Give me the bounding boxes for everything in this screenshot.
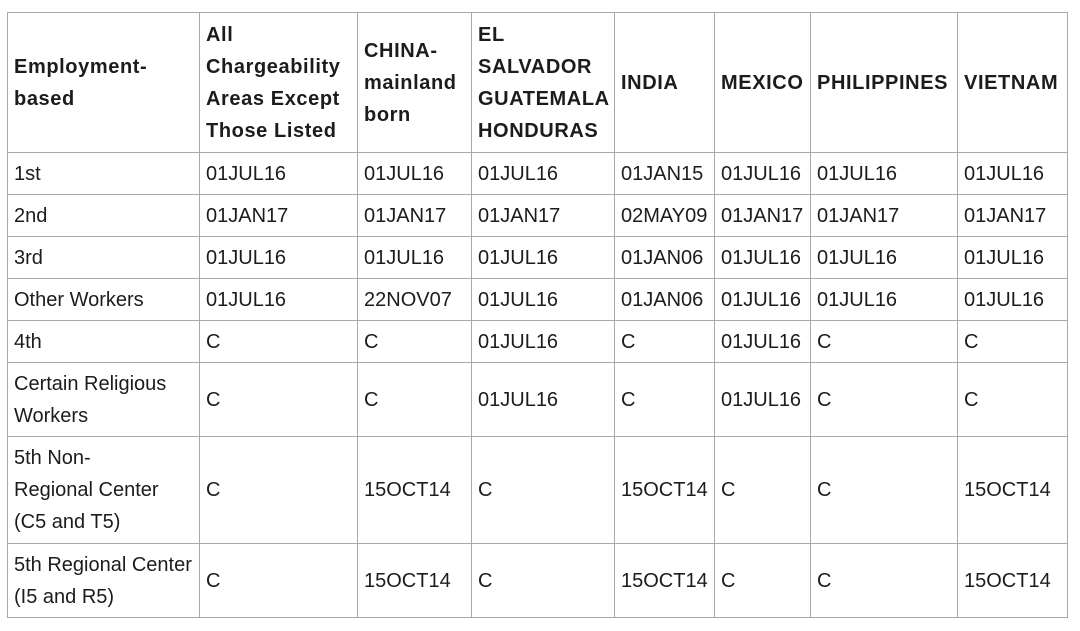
table-cell: 01JUL16: [715, 321, 811, 363]
table-cell: 01JUL16: [200, 153, 358, 195]
header-label: MEXICO: [721, 71, 804, 94]
table-row: [8, 437, 1068, 544]
table-cell: 01JAN17: [715, 195, 811, 237]
table-cell: 15OCT14: [958, 544, 1068, 618]
table-cell: 01JUL16: [472, 279, 615, 321]
row-category: 1st: [8, 153, 200, 195]
table-cell: 02MAY09: [615, 195, 715, 237]
header-mexico: [715, 13, 811, 153]
table-cell: C: [811, 544, 958, 618]
table-cell: C: [358, 363, 472, 437]
row-category: 3rd: [8, 237, 200, 279]
table-cell: 22NOV07: [358, 279, 472, 321]
table-cell: 01JUL16: [811, 153, 958, 195]
table-cell: C: [472, 544, 615, 618]
visa-bulletin-table: [7, 12, 1068, 618]
table-cell: 15OCT14: [958, 437, 1068, 544]
header-row: [8, 13, 1068, 153]
table-row: [8, 279, 1068, 321]
table-cell: 01JUL16: [200, 279, 358, 321]
header-employment-based: [8, 13, 200, 153]
table-cell: C: [958, 321, 1068, 363]
table-row: [8, 195, 1068, 237]
table-cell: C: [472, 437, 615, 544]
table-cell: C: [811, 437, 958, 544]
table-row: [8, 321, 1068, 363]
table-cell: C: [715, 437, 811, 544]
row-category: 2nd: [8, 195, 200, 237]
header-china: [358, 13, 472, 153]
table-cell: 15OCT14: [615, 544, 715, 618]
table-cell: 01JAN17: [811, 195, 958, 237]
table-cell: C: [358, 321, 472, 363]
table-cell: 01JUL16: [958, 237, 1068, 279]
table-cell: 01JUL16: [472, 153, 615, 195]
table-cell: 15OCT14: [615, 437, 715, 544]
row-category: Certain Religious Workers: [8, 363, 200, 437]
table-cell: 01JAN06: [615, 279, 715, 321]
table-cell: C: [715, 544, 811, 618]
header-el-salvador: [472, 13, 615, 153]
table-cell: 01JUL16: [958, 279, 1068, 321]
table-row: [8, 544, 1068, 618]
table-row: [8, 363, 1068, 437]
table-cell: 01JAN17: [200, 195, 358, 237]
header-philippines: [811, 13, 958, 153]
header-india: [615, 13, 715, 153]
table-row: [8, 153, 1068, 195]
table-cell: C: [811, 363, 958, 437]
header-label: INDIA: [621, 71, 679, 94]
table-cell: 01JUL16: [472, 237, 615, 279]
table-cell: 01JUL16: [715, 279, 811, 321]
row-category: Other Workers: [8, 279, 200, 321]
header-vietnam: [958, 13, 1068, 153]
table-cell: C: [811, 321, 958, 363]
header-label: Employment- based: [14, 55, 148, 110]
table-cell: 15OCT14: [358, 544, 472, 618]
table-cell: 01JUL16: [715, 363, 811, 437]
table-cell: 15OCT14: [358, 437, 472, 544]
table-cell: C: [200, 363, 358, 437]
table-cell: 01JAN06: [615, 237, 715, 279]
row-category: 5th Non- Regional Center (C5 and T5): [8, 437, 200, 544]
table-cell: 01JAN17: [358, 195, 472, 237]
table-cell: 01JUL16: [958, 153, 1068, 195]
header-label: EL SALVADOR GUATEMALA HONDURAS: [478, 23, 610, 142]
table-cell: 01JUL16: [358, 237, 472, 279]
table-cell: 01JUL16: [715, 237, 811, 279]
table-cell: 01JUL16: [472, 321, 615, 363]
table-cell: C: [615, 363, 715, 437]
row-category: 4th: [8, 321, 200, 363]
table-cell: C: [200, 437, 358, 544]
table-cell: 01JUL16: [358, 153, 472, 195]
table-cell: C: [615, 321, 715, 363]
table-cell: 01JAN17: [472, 195, 615, 237]
table-cell: C: [200, 544, 358, 618]
header-label: PHILIPPINES: [817, 71, 949, 94]
table-cell: 01JUL16: [200, 237, 358, 279]
header-label: CHINA- mainland born: [364, 39, 457, 126]
table-cell: C: [200, 321, 358, 363]
table-cell: 01JUL16: [811, 237, 958, 279]
table-cell: 01JAN17: [958, 195, 1068, 237]
row-category: 5th Regional Center (I5 and R5): [8, 544, 200, 618]
table-cell: 01JAN15: [615, 153, 715, 195]
header-label: VIETNAM: [964, 71, 1059, 94]
header-label: All Chargeability Areas Except Those Listed: [206, 23, 341, 142]
table-cell: 01JUL16: [472, 363, 615, 437]
header-all-chargeability: [200, 13, 358, 153]
table-cell: 01JUL16: [811, 279, 958, 321]
table-row: [8, 237, 1068, 279]
table-cell: C: [958, 363, 1068, 437]
table-cell: 01JUL16: [715, 153, 811, 195]
